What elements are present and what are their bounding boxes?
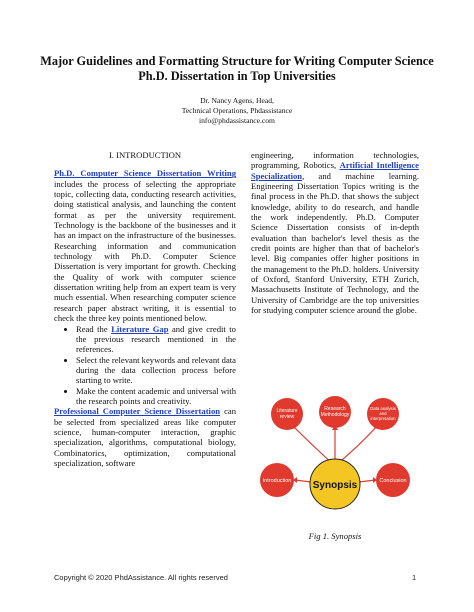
node-conclusion-label: Conclusion	[379, 478, 407, 484]
literature-gap-link[interactable]: Literature Gap	[111, 323, 169, 334]
intro-paragraph-text: includes the process of selecting the appropriate topic, collecting data, conducting research activities, doing statistical analysis, and launching the content format as per the university requirement. Technology is the backbone of the businesses and it has an impact on the infrastructure of the businesses. Researching information and communication technology with Ph.D. Computer Science Dissertation is very important for growth. Checking the Quality of work with computer science dissertation writing help from an expert team is very much essential. When researching computer science research paper abstract writing, it is essential to check the three key points mentioned below.	[54, 178, 236, 324]
professional-dissertation-link[interactable]: Professional Computer Science Dissertation	[54, 406, 221, 417]
node-analysis-label-2: and	[379, 411, 387, 416]
right-column	[251, 150, 419, 316]
bullet-1-text-start: Read the	[76, 323, 112, 334]
list-item	[76, 324, 236, 355]
author-email: info@phdassistance.com	[199, 116, 275, 125]
figure-caption: Fig 1. Synopsis	[308, 531, 362, 541]
synopsis-center-label: Synopsis	[312, 480, 358, 491]
list-item: • Make the content academic and universal with the research points and creativity.	[76, 386, 236, 407]
intro-paragraph	[54, 168, 236, 323]
arrow-introduction	[295, 480, 311, 482]
node-introduction-label: Introduction	[262, 478, 292, 484]
node-methodology-label-2: Methodology	[320, 412, 350, 418]
continued-paragraph	[251, 150, 419, 316]
left-column	[54, 150, 236, 468]
author-block	[100, 96, 374, 126]
arrow-conclusion	[359, 480, 375, 482]
page-number: 1	[412, 573, 417, 582]
author-department: Technical Operations, Phdassistance	[181, 106, 293, 115]
continued-text-end: , and machine learning. Engineering Dissertation Topics writing is the final process in the Ph.D. that shows the subject knowledge, ability to do research, and handle the work independently. Ph.D. Computer Science Dissertation consists of in-depth evaluation than bachelor's level thesis as the credit points are higher than that of bachelor's level. Big companies offer higher positions in the management to the Ph.D. holders. University of Oxford, Stanford University, ETH Zurich, Massachusetts Institute of Technology, and the University of Cambridge are the top universities for studying computer science around the globe.	[251, 170, 419, 316]
continued-text-start: engineering, information technologies, programming, Robotics,	[251, 150, 419, 171]
paper-title	[30, 54, 444, 84]
professional-paragraph	[54, 406, 236, 468]
title-line-1: Major Guidelines and Formatting Structure for Writing Computer Science	[40, 54, 434, 68]
footer-copyright: Copyright © 2020 PhdAssistance. All rights reserved	[54, 573, 228, 582]
node-analysis-label-1: Data analysis	[370, 406, 396, 411]
bullet-1-text-end: and give credit to the previous research mentioned in the references.	[76, 323, 236, 355]
key-points-list	[54, 324, 236, 407]
synopsis-diagram	[251, 374, 419, 520]
node-analysis-label-3: interpretation	[370, 416, 396, 421]
node-literature-label-1: Literature	[276, 408, 298, 414]
professional-paragraph-text: can be selected from specialized areas like computer science, human-computer interaction, graphic specialization, algorithms, computational biology, Combinatorics, optimization, computational specialization, software	[54, 406, 236, 468]
ai-specialization-link[interactable]: Artificial Intelligence Specialization	[251, 160, 419, 181]
section-heading: I. INTRODUCTION	[108, 150, 182, 160]
node-methodology-label-1: Research	[324, 406, 346, 412]
dissertation-writing-link[interactable]: Ph.D. Computer Science Dissertation Writing	[54, 168, 236, 179]
author-name: Dr. Nancy Agens, Head,	[200, 96, 274, 105]
title-line-2: Ph.D. Dissertation in Top Universities	[138, 69, 336, 83]
node-literature-label-2: review	[279, 414, 295, 420]
list-item: • Select the relevant keywords and relevant data during the data collection process before starting to write.	[76, 355, 236, 386]
